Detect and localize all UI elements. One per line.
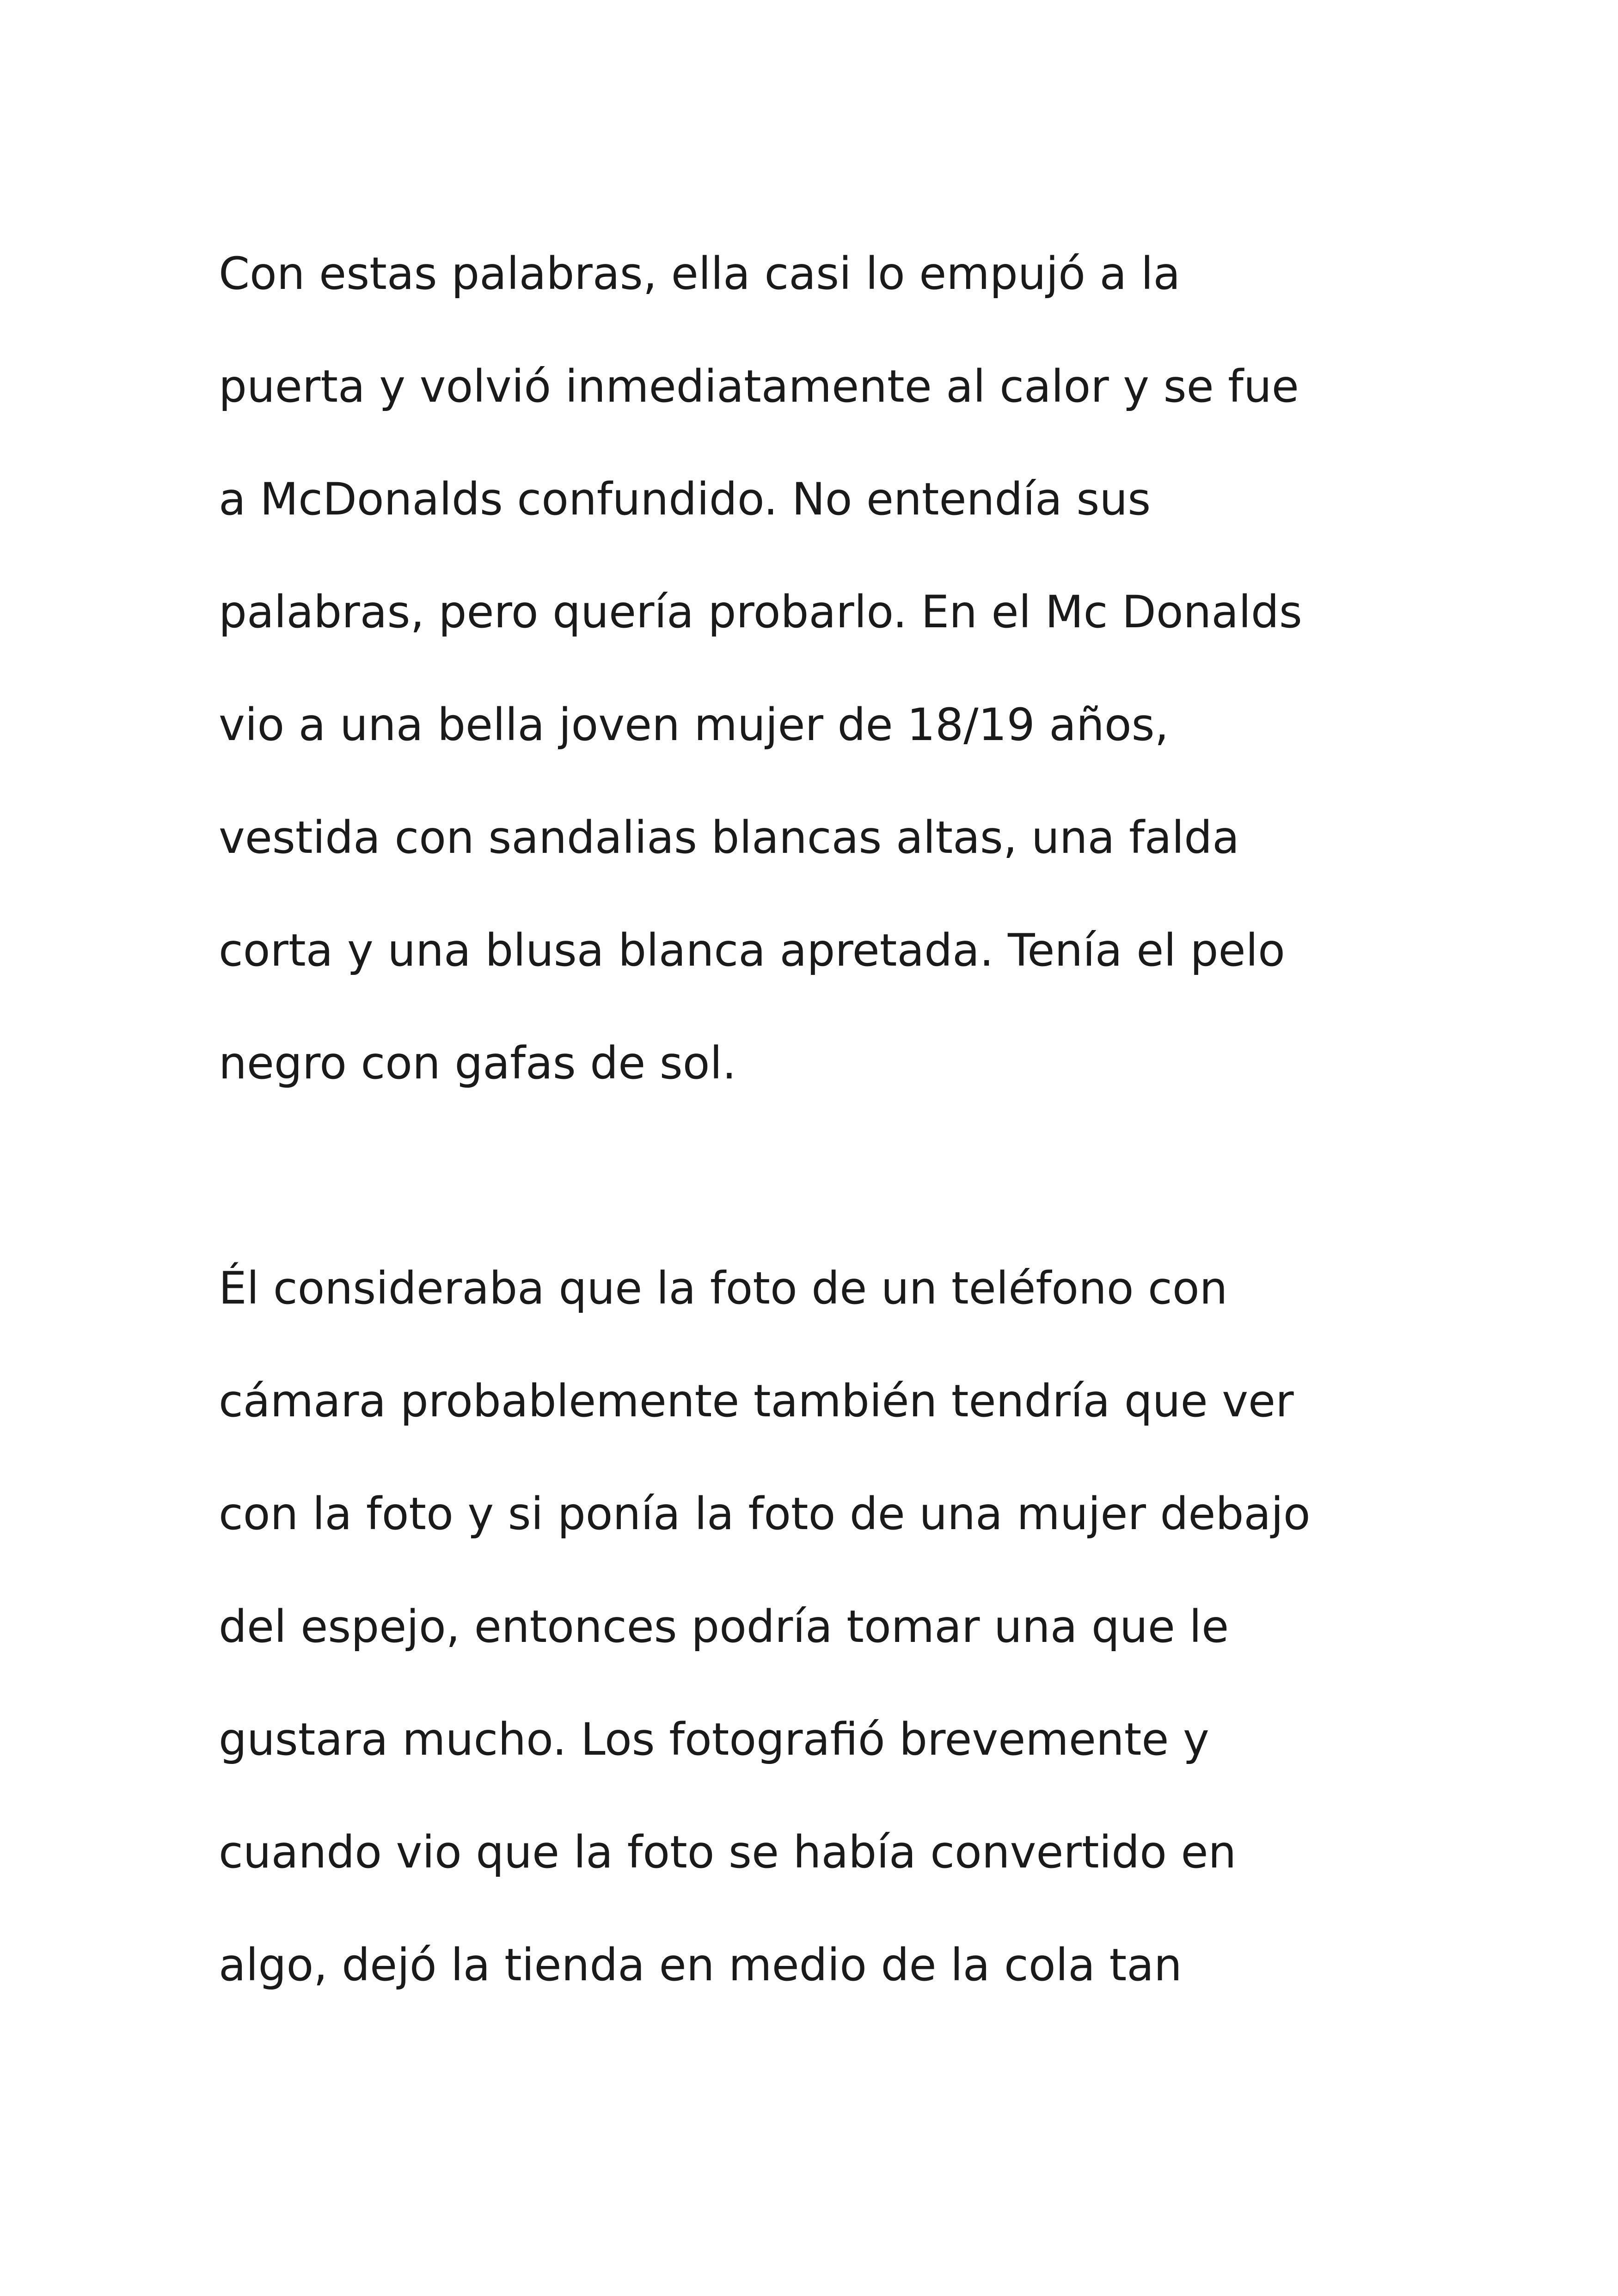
text-line: del espejo, entonces podría tomar una que le xyxy=(219,1601,1229,1653)
text-line: vestida con sandalias blancas altas, una falda xyxy=(219,812,1240,863)
text-line: cámara probablemente también tendría que ver xyxy=(219,1375,1294,1427)
text-line: cuando vio que la foto se había convertido en xyxy=(219,1826,1237,1878)
text-line: Él consideraba que la foto de un teléfono con xyxy=(219,1262,1228,1314)
text-line: corta y una blusa blanca apretada. Tenía el pelo xyxy=(219,925,1285,976)
text-line: Con estas palabras, ella casi lo empujó a la xyxy=(219,248,1181,300)
paragraph-1 xyxy=(219,217,1430,1120)
text-line: algo, dejó la tienda en medio de la cola tan xyxy=(219,1939,1182,1991)
text-line: gustara mucho. Los fotografió brevemente y xyxy=(219,1714,1209,1765)
text-line: palabras, pero quería probarlo. En el Mc Donalds xyxy=(219,586,1302,638)
text-line: a McDonalds confundido. No entendía sus xyxy=(219,473,1151,525)
paragraph-2 xyxy=(219,1232,1430,2021)
text-line: con la foto y si ponía la foto de una mujer debajo xyxy=(219,1488,1311,1540)
text-line: puerta y volvió inmediatamente al calor y se fue xyxy=(219,361,1299,412)
text-line: negro con gafas de sol. xyxy=(219,1037,736,1089)
text-line: vio a una bella joven mujer de 18/19 años, xyxy=(219,699,1169,751)
